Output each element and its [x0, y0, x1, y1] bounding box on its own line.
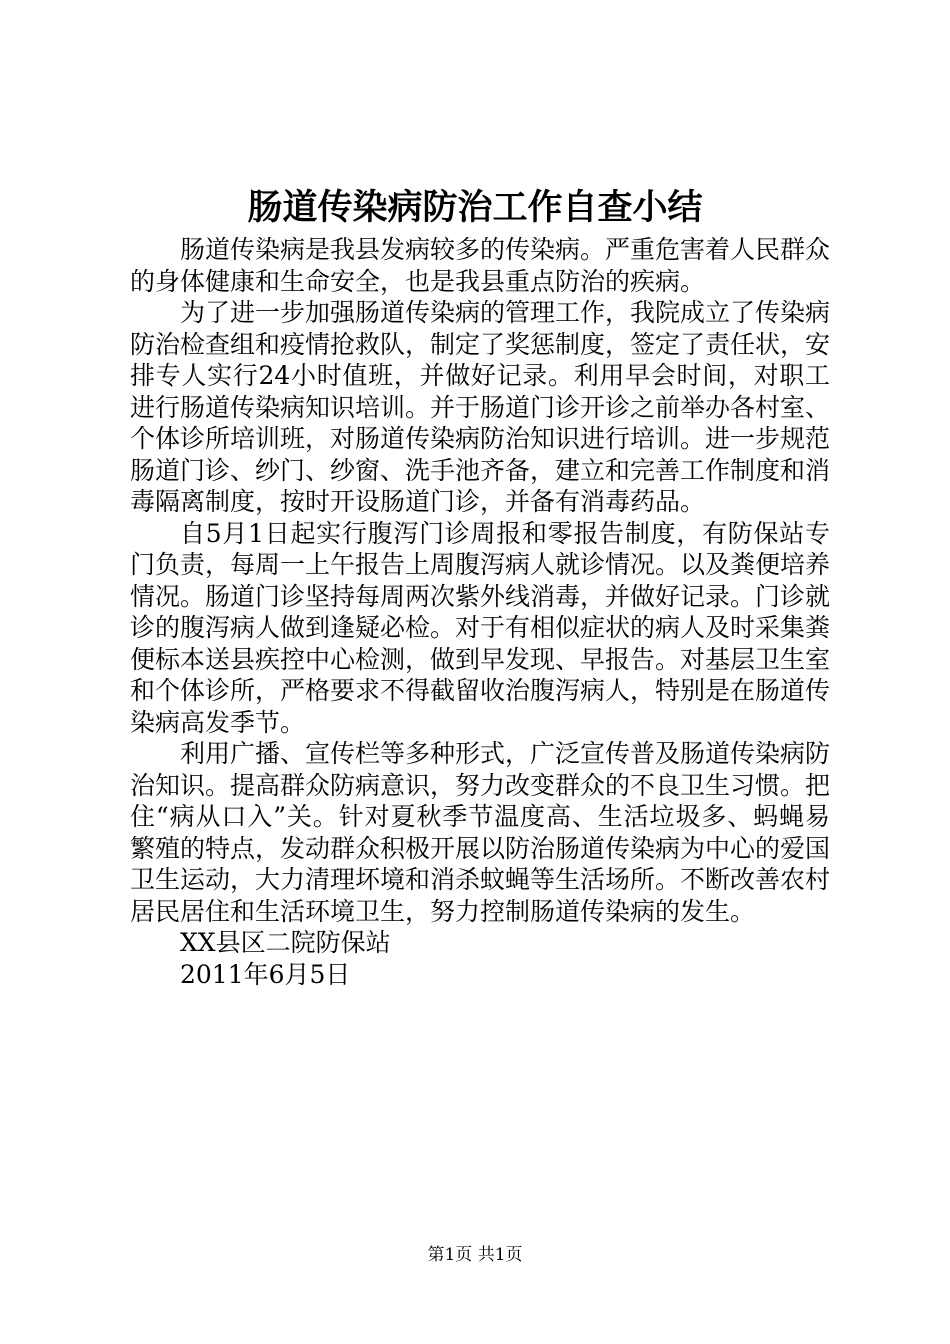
page-footer: 第1页 共1页	[427, 1245, 523, 1265]
paragraph-intro: 肠道传染病是我县发病较多的传染病。严重危害着人民群众的身体健康和生命安全，也是我县重点防治的疾病。	[130, 235, 831, 296]
signature-organization: XX县区二院防保站	[180, 928, 391, 957]
signature-date: 2011年6月5日	[180, 959, 351, 989]
paragraph-reporting: 自5月1日起实行腹泻门诊周报和零报告制度，有防保站专门负责，每周一上午报告上周腹泻病人就诊情况。以及粪便培养情况。肠道门诊坚持每周两次紫外线消毒，并做好记录。门诊就诊的腹泻病人做到逢疑必检。对于有相似症状的病人及时采集粪便标本送县疾控中心检测，做到早发现、早报告。对基层卫生室和个体诊所，严格要求不得截留收治腹泻病人，特别是在肠道传染病高发季节。	[130, 518, 831, 737]
document-title: 肠道传染病防治工作自查小结	[247, 187, 703, 228]
paragraph-management: 为了进一步加强肠道传染病的管理工作，我院成立了传染病防治检查组和疫情抢救队，制定了奖惩制度，签定了责任状，安排专人实行24小时值班，并做好记录。利用早会时间，对职工进行肠道传染病知识培训。并于肠道门诊开诊之前举办各村室、个体诊所培训班，对肠道传染病防治知识进行培训。进一步规范肠道门诊、纱门、纱窗、洗手池齐备，建立和完善工作制度和消毒隔离制度，按时开设肠道门诊，并备有消毒药品。	[130, 298, 831, 516]
document-body	[130, 234, 830, 990]
paragraph-publicity: 利用广播、宣传栏等多种形式，广泛宣传普及肠道传染病防治知识。提高群众防病意识，努力改变群众的不良卫生习惯。把住“病从口入”关。针对夏秋季节温度高、生活垃圾多、蚂蝇易繁殖的特点，发动群众积极开展以防治肠道传染病为中心的爱国卫生运动，大力清理坏境和消杀蚊蝇等生活场所。不断改善农村居民居住和生活环境卫生，努力控制肠道传染病的发生。	[130, 739, 831, 926]
